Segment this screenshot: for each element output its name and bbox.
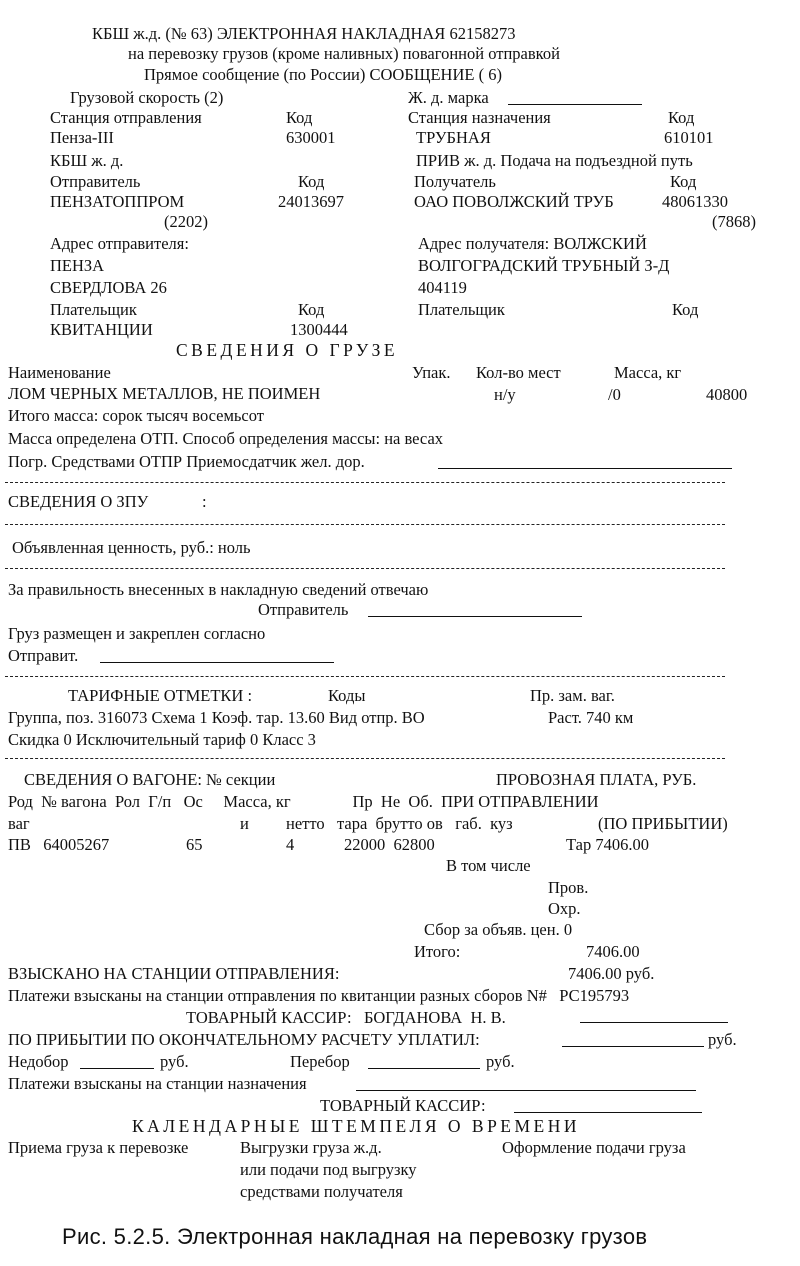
sender-code: 24013697 [278, 192, 344, 211]
including-label: В том числе [446, 856, 531, 875]
receiver-sub-code: (7868) [712, 212, 756, 231]
payer-code: 1300444 [290, 320, 348, 339]
waybill-subtitle: на перевозку грузов (кроме наливных) повагонной отправкой [128, 44, 560, 63]
loading-info: Погр. Средствами ОТПР Приемосдатчик жел. дор. [8, 452, 365, 471]
fees-total-label: Итого: [414, 942, 461, 961]
stamp-unloading-2: или подачи под выгрузку [240, 1160, 417, 1179]
freight-fee-title: ПРОВОЗНАЯ ПЛАТА, РУБ. [496, 770, 697, 789]
overage-line [368, 1068, 480, 1069]
wagon-table-header: Род № вагона Рол Г/п Ос Масса, кг Пр Не Об. ПРИ ОТПРАВЛЕНИИ [8, 792, 599, 811]
cargo-name-label: Наименование [8, 363, 111, 382]
departure-code-label: Код [286, 108, 313, 127]
arrival-payment-label: ПО ПРИБЫТИИ ПО ОКОНЧАТЕЛЬНОМУ РАСЧЕТУ УПЛАТИЛ: [8, 1030, 480, 1049]
message-type: Прямое сообщение (по России) СООБЩЕНИЕ ( 6) [144, 65, 502, 84]
cargo-section-title: СВЕДЕНИЯ О ГРУЗЕ [176, 340, 399, 360]
tariff-section-title: ТАРИФНЫЕ ОТМЕТКИ : [68, 686, 253, 705]
wagon-axles: 4 [286, 835, 295, 854]
departure-railway: КБШ ж. д. [50, 151, 124, 170]
rub-unit: руб. [160, 1052, 189, 1071]
placement-text: Груз размещен и закреплен согласно [8, 624, 266, 643]
mass-label: Масса, кг [614, 363, 682, 382]
sender-signature-label: Отправитель [258, 600, 349, 619]
tariff-fee: Тар 7406.00 [566, 835, 649, 854]
receiver-postcode: 404119 [418, 278, 467, 297]
tariff-discount: Скидка 0 Исключительный тариф 0 Класс 3 [8, 730, 316, 749]
stamps-section-title: КАЛЕНДАРНЫЕ ШТЕМПЕЛЯ О ВРЕМЕНИ [132, 1116, 581, 1136]
divider [5, 482, 725, 483]
destination-station: ТРУБНАЯ [416, 128, 491, 147]
divider [5, 524, 725, 525]
wagon-number: ПВ 64005267 [8, 835, 110, 854]
receiver-name: ОАО ПОВОЛЖСКИЙ ТРУБ [414, 192, 614, 211]
cargo-places: /0 [608, 385, 621, 404]
collected-label: ВЗЫСКАНО НА СТАНЦИИ ОТПРАВЛЕНИЯ: [8, 964, 340, 983]
sender-name: ПЕНЗАТОППРОМ [50, 192, 185, 211]
waybill-title: КБШ ж.д. (№ 63) ЭЛЕКТРОННАЯ НАКЛАДНАЯ 62158273 [92, 24, 516, 43]
payer-name: КВИТАНЦИИ [50, 320, 153, 339]
wagon-replacement-label: Пр. зам. ваг. [530, 686, 615, 705]
departure-code: 630001 [286, 128, 336, 147]
tariff-group: Группа, поз. 316073 Схема 1 Коэф. тар. 13.60 Вид отпр. ВО [8, 708, 425, 727]
cashier2-signature-line [514, 1112, 702, 1113]
cargo-pack: н/у [494, 385, 516, 404]
payer2-code-label: Код [672, 300, 699, 319]
cashier-signature-line [580, 1022, 728, 1023]
wagon-mass: 22000 62800 [344, 835, 435, 854]
arrival-payment-line [562, 1046, 704, 1047]
destination-station-label: Станция назначения [408, 108, 551, 127]
tariff-codes-label: Коды [328, 686, 366, 705]
wagon-capacity: 65 [186, 835, 203, 854]
destination-payments-line [356, 1090, 696, 1091]
payer2-label: Плательщик [418, 300, 505, 319]
stamp-unloading-1: Выгрузки груза ж.д. [240, 1138, 382, 1157]
fees-total-value: 7406.00 [586, 942, 640, 961]
declared-fee: Сбор за объяв. цен. 0 [424, 920, 573, 939]
divider [5, 568, 725, 569]
wagon-type-label: ваг [8, 814, 30, 833]
sender-address-street: СВЕРДЛОВА 26 [50, 278, 167, 297]
places-label: Кол-во мест [476, 363, 561, 382]
receiver-code-label: Код [670, 172, 697, 191]
destination-payments-label: Платежи взысканы на станции назначения [8, 1074, 307, 1093]
responsibility-text: За правильность внесенных в накладную сведений отвечаю [8, 580, 429, 599]
departure-station-label: Станция отправления [50, 108, 202, 127]
overage-label: Перебор [290, 1052, 350, 1071]
sender-sub-code: (2202) [164, 212, 208, 231]
sender-code-label: Код [298, 172, 325, 191]
declared-value: Объявленная ценность, руб.: ноль [12, 538, 251, 557]
distance: Раст. 740 км [548, 708, 634, 727]
axle-label: и [240, 814, 249, 833]
sender-short-line [100, 662, 334, 663]
pack-label: Упак. [412, 363, 451, 382]
shortage-label: Недобор [8, 1052, 69, 1071]
zpu-label: СВЕДЕНИЯ О ЗПУ [8, 492, 149, 511]
receiver-code: 48061330 [662, 192, 728, 211]
collected-value: 7406.00 руб. [568, 964, 655, 983]
receiver-address-line: ВОЛГОГРАДСКИЙ ТРУБНЫЙ З-Д [418, 256, 670, 275]
acceptor-signature-line [438, 468, 732, 469]
cashier2-label: ТОВАРНЫЙ КАССИР: [320, 1096, 486, 1115]
arrival-header: (ПО ПРИБЫТИИ) [598, 814, 728, 833]
stamp-delivery: Оформление подачи груза [502, 1138, 686, 1157]
mass-method: Масса определена ОТП. Способ определения массы: на весах [8, 429, 444, 448]
ohr-label: Охр. [548, 899, 581, 918]
cargo-mass: 40800 [706, 385, 748, 404]
rub-unit: руб. [708, 1030, 737, 1049]
zpu-colon: : [202, 492, 207, 511]
receiver-address-label: Адрес получателя: ВОЛЖСКИЙ [418, 234, 647, 253]
divider [5, 758, 725, 759]
shortage-line [80, 1068, 154, 1069]
rail-mark-label: Ж. д. марка [408, 88, 489, 107]
destination-code-label: Код [668, 108, 695, 127]
stamp-unloading-3: средствами получателя [240, 1182, 403, 1201]
payer-label: Плательщик [50, 300, 137, 319]
total-mass-words: Итого масса: сорок тысяч восемьсот [8, 406, 264, 425]
receipt-info: Платежи взысканы на станции отправления по квитанции разных сборов N# РС195793 [8, 986, 630, 1005]
rub-unit: руб. [486, 1052, 515, 1071]
sender-label: Отправитель [50, 172, 141, 191]
figure-caption: Рис. 5.2.5. Электронная накладная на перевозку грузов [62, 1224, 648, 1249]
sender-short-label: Отправит. [8, 646, 79, 665]
stamp-acceptance: Приема груза к перевозке [8, 1138, 189, 1157]
cashier: ТОВАРНЫЙ КАССИР: БОГДАНОВА Н. В. [186, 1008, 506, 1027]
rail-mark-line [508, 104, 642, 105]
payer-code-label: Код [298, 300, 325, 319]
wagon-section-title: СВЕДЕНИЯ О ВАГОНЕ: № секции [24, 770, 276, 789]
sender-address-label: Адрес отправителя: [50, 234, 189, 253]
destination-code: 610101 [664, 128, 714, 147]
receiver-label: Получатель [414, 172, 496, 191]
prov-label: Пров. [548, 878, 589, 897]
cargo-name: ЛОМ ЧЕРНЫХ МЕТАЛЛОВ, НЕ ПОИМЕН [8, 384, 321, 403]
divider [5, 676, 725, 677]
destination-railway: ПРИВ ж. д. Подача на подъездной путь [416, 151, 693, 170]
sender-signature-line [368, 616, 582, 617]
speed-type: Грузовой скорость (2) [70, 88, 224, 107]
mass-columns-header: нетто тара брутто ов габ. куз [286, 814, 513, 833]
sender-address-city: ПЕНЗА [50, 256, 105, 275]
departure-station: Пенза-III [50, 128, 114, 147]
